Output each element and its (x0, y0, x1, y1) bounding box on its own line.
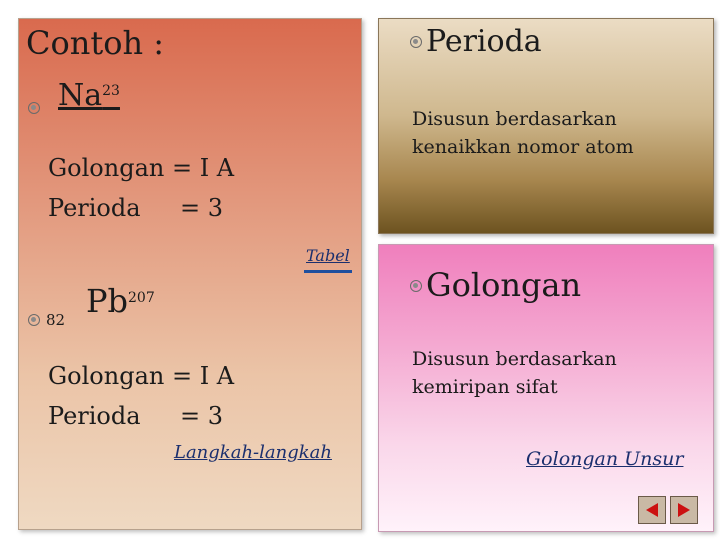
golongan-heading: Golongan (426, 266, 582, 304)
golongan-desc-line1: Disusun berdasarkan (412, 348, 617, 370)
triangle-right-icon (675, 501, 693, 519)
golongan-unsur-link[interactable]: Golongan Unsur (526, 448, 684, 470)
golongan-line-1: Golongan = I A (48, 154, 235, 182)
bullet-icon (28, 102, 40, 114)
golongan-line-2: Golongan = I A (48, 362, 235, 390)
element-pb (86, 282, 155, 320)
golongan-desc-line2: kemiripan sifat (412, 376, 558, 398)
perioda-label-2: Perioda (48, 402, 141, 430)
example-title: Contoh : (26, 24, 165, 62)
element-symbol: Pb (86, 282, 129, 320)
periode-desc-line2: kenaikkan nomor atom (412, 136, 634, 158)
triangle-left-icon (643, 501, 661, 519)
periode-desc-line1: Disusun berdasarkan (412, 108, 617, 130)
bullet-icon (28, 314, 40, 326)
forward-button[interactable] (670, 496, 698, 524)
atomic-number: 82 (46, 311, 66, 329)
periode-heading: Perioda (426, 24, 542, 59)
perioda-label-1: Perioda (48, 194, 141, 222)
back-button[interactable] (638, 496, 666, 524)
tabel-underline (304, 270, 352, 273)
mass-number: 23 (102, 83, 120, 99)
langkah-link[interactable]: Langkah-langkah (174, 442, 332, 463)
perioda-value-1: = 3 (180, 194, 224, 222)
perioda-value-2: = 3 (180, 402, 224, 430)
element-na (58, 78, 120, 113)
mass-number: 207 (128, 290, 155, 306)
bullet-icon (410, 280, 422, 292)
tabel-link[interactable]: Tabel (306, 246, 350, 265)
element-symbol: Na (58, 78, 103, 113)
bullet-icon (410, 36, 422, 48)
